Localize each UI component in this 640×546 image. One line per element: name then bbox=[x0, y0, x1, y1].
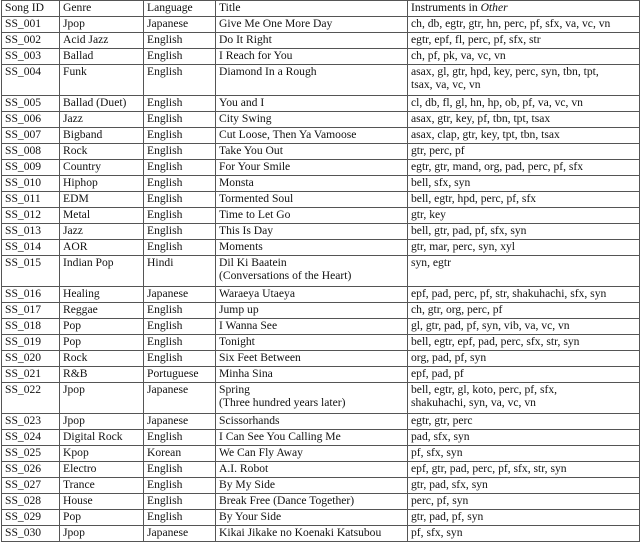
title-line: You and I bbox=[219, 96, 265, 109]
cell-language: English bbox=[144, 494, 216, 510]
cell-language: Japanese bbox=[144, 287, 216, 303]
title-line: Kikai Jikake no Koenaki Katsubou bbox=[219, 526, 382, 539]
cell-song-id: SS_017 bbox=[2, 303, 60, 319]
cell-instruments bbox=[408, 335, 640, 351]
header-instruments bbox=[408, 1, 640, 17]
cell-song-id: SS_006 bbox=[2, 112, 60, 128]
cell-title bbox=[216, 240, 408, 256]
title-line: Tormented Soul bbox=[219, 192, 294, 205]
cell-instruments bbox=[408, 160, 640, 176]
header-title: Title bbox=[216, 1, 408, 17]
cell-genre: Kpop bbox=[60, 446, 144, 462]
cell-title bbox=[216, 17, 408, 33]
cell-instruments bbox=[408, 224, 640, 240]
title-line: A.I. Robot bbox=[219, 462, 269, 475]
cell-title bbox=[216, 256, 408, 287]
instruments-line: bell, egtr, epf, pad, perc, sfx, str, syn bbox=[411, 335, 580, 348]
cell-language: English bbox=[144, 49, 216, 65]
instruments-line: gtr, pad, pf, syn bbox=[411, 510, 484, 523]
cell-language: English bbox=[144, 303, 216, 319]
instruments-line: ch, pf, pk, va, vc, vn bbox=[411, 49, 506, 62]
cell-song-id: SS_027 bbox=[2, 478, 60, 494]
title-line: For Your Smile bbox=[219, 160, 291, 173]
cell-language: English bbox=[144, 192, 216, 208]
cell-genre: Healing bbox=[60, 287, 144, 303]
cell-song-id: SS_011 bbox=[2, 192, 60, 208]
table-row bbox=[2, 319, 640, 335]
cell-song-id: SS_022 bbox=[2, 383, 60, 414]
cell-genre: Pop bbox=[60, 319, 144, 335]
cell-song-id: SS_029 bbox=[2, 510, 60, 526]
cell-genre: Pop bbox=[60, 510, 144, 526]
cell-genre: Indian Pop bbox=[60, 256, 144, 287]
cell-language: English bbox=[144, 462, 216, 478]
table-row bbox=[2, 128, 640, 144]
cell-genre: EDM bbox=[60, 192, 144, 208]
title-line: We Can Fly Away bbox=[219, 446, 303, 459]
cell-language: Hindi bbox=[144, 256, 216, 287]
cell-song-id: SS_004 bbox=[2, 65, 60, 96]
header-genre: Genre bbox=[60, 1, 144, 17]
cell-song-id: SS_003 bbox=[2, 49, 60, 65]
cell-song-id: SS_025 bbox=[2, 446, 60, 462]
cell-song-id: SS_012 bbox=[2, 208, 60, 224]
table-row bbox=[2, 526, 640, 542]
cell-genre: Hiphop bbox=[60, 176, 144, 192]
cell-genre: Funk bbox=[60, 65, 144, 96]
cell-language: English bbox=[144, 224, 216, 240]
cell-song-id: SS_009 bbox=[2, 160, 60, 176]
cell-title bbox=[216, 319, 408, 335]
header-instruments-prefix: Instruments in bbox=[411, 1, 481, 14]
cell-instruments bbox=[408, 526, 640, 542]
cell-title bbox=[216, 160, 408, 176]
cell-song-id: SS_005 bbox=[2, 96, 60, 112]
cell-genre: Electro bbox=[60, 462, 144, 478]
cell-title bbox=[216, 224, 408, 240]
cell-title bbox=[216, 430, 408, 446]
title-line: Do It Right bbox=[219, 33, 272, 46]
table-body bbox=[2, 17, 640, 542]
cell-language: Japanese bbox=[144, 17, 216, 33]
cell-genre: Rock bbox=[60, 144, 144, 160]
table-row bbox=[2, 96, 640, 112]
instruments-line: asax, gtr, key, pf, tbn, tpt, tsax bbox=[411, 112, 551, 125]
instruments-line: shakuhachi, syn, va, vc, vn bbox=[411, 396, 536, 409]
table-row bbox=[2, 192, 640, 208]
cell-title bbox=[216, 128, 408, 144]
table-row bbox=[2, 494, 640, 510]
title-line: Jump up bbox=[219, 303, 259, 316]
cell-instruments bbox=[408, 351, 640, 367]
cell-language: English bbox=[144, 144, 216, 160]
table-row bbox=[2, 256, 640, 287]
title-line: Waraeya Utaeya bbox=[219, 287, 295, 300]
table-row bbox=[2, 224, 640, 240]
title-line: I Can See You Calling Me bbox=[219, 430, 341, 443]
cell-title bbox=[216, 303, 408, 319]
instruments-line: org, pad, pf, syn bbox=[411, 351, 487, 364]
title-line: Take You Out bbox=[219, 144, 283, 157]
instruments-line: pf, sfx, syn bbox=[411, 446, 463, 459]
title-line: I Reach for You bbox=[219, 49, 293, 62]
title-line: Diamond In a Rough bbox=[219, 65, 317, 78]
instruments-line: cl, db, fl, gl, hn, hp, ob, pf, va, vc, vn bbox=[411, 96, 583, 109]
title-line: Break Free (Dance Together) bbox=[219, 494, 355, 507]
cell-instruments bbox=[408, 303, 640, 319]
header-song-id: Song ID bbox=[2, 1, 60, 17]
cell-language: English bbox=[144, 240, 216, 256]
instruments-line: syn, egtr bbox=[411, 256, 451, 269]
cell-title bbox=[216, 65, 408, 96]
cell-genre: Jpop bbox=[60, 526, 144, 542]
cell-genre: Jazz bbox=[60, 224, 144, 240]
cell-language: English bbox=[144, 478, 216, 494]
cell-language: Portuguese bbox=[144, 367, 216, 383]
cell-language: English bbox=[144, 510, 216, 526]
cell-instruments bbox=[408, 510, 640, 526]
cell-language: English bbox=[144, 65, 216, 96]
header-instruments-emphasis: Other bbox=[480, 1, 508, 14]
table-row bbox=[2, 462, 640, 478]
cell-title bbox=[216, 462, 408, 478]
cell-song-id: SS_014 bbox=[2, 240, 60, 256]
cell-instruments bbox=[408, 462, 640, 478]
cell-song-id: SS_028 bbox=[2, 494, 60, 510]
instruments-line: bell, sfx, syn bbox=[411, 176, 471, 189]
table-row bbox=[2, 446, 640, 462]
cell-language: Japanese bbox=[144, 383, 216, 414]
cell-instruments bbox=[408, 478, 640, 494]
cell-genre: Rock bbox=[60, 351, 144, 367]
cell-title bbox=[216, 335, 408, 351]
instruments-line: epf, pad, perc, pf, str, shakuhachi, sfx, syn bbox=[411, 287, 607, 300]
cell-song-id: SS_015 bbox=[2, 256, 60, 287]
cell-genre: Trance bbox=[60, 478, 144, 494]
cell-genre: Pop bbox=[60, 335, 144, 351]
cell-language: English bbox=[144, 351, 216, 367]
cell-title bbox=[216, 446, 408, 462]
title-line: Time to Let Go bbox=[219, 208, 291, 221]
cell-song-id: SS_013 bbox=[2, 224, 60, 240]
cell-genre: Jpop bbox=[60, 17, 144, 33]
cell-title bbox=[216, 414, 408, 430]
cell-title bbox=[216, 287, 408, 303]
cell-genre: Ballad (Duet) bbox=[60, 96, 144, 112]
table-row bbox=[2, 33, 640, 49]
cell-song-id: SS_007 bbox=[2, 128, 60, 144]
cell-genre: R&B bbox=[60, 367, 144, 383]
cell-instruments bbox=[408, 367, 640, 383]
cell-language: English bbox=[144, 208, 216, 224]
cell-instruments bbox=[408, 33, 640, 49]
instruments-line: gtr, pad, sfx, syn bbox=[411, 478, 488, 491]
cell-song-id: SS_008 bbox=[2, 144, 60, 160]
instruments-line: bell, egtr, hpd, perc, pf, sfx bbox=[411, 192, 537, 205]
cell-song-id: SS_010 bbox=[2, 176, 60, 192]
cell-language: English bbox=[144, 160, 216, 176]
cell-genre: Reggae bbox=[60, 303, 144, 319]
cell-genre: Jpop bbox=[60, 383, 144, 414]
cell-genre: Jazz bbox=[60, 112, 144, 128]
cell-language: English bbox=[144, 319, 216, 335]
cell-instruments bbox=[408, 49, 640, 65]
table-row bbox=[2, 510, 640, 526]
cell-genre: Metal bbox=[60, 208, 144, 224]
cell-instruments bbox=[408, 414, 640, 430]
title-line: Dil Ki Baatein bbox=[219, 256, 287, 269]
cell-title bbox=[216, 33, 408, 49]
instruments-line: perc, pf, syn bbox=[411, 494, 469, 507]
instruments-line: tsax, va, vc, vn bbox=[411, 78, 481, 91]
instruments-line: gtr, key bbox=[411, 208, 446, 221]
cell-title bbox=[216, 367, 408, 383]
cell-genre: AOR bbox=[60, 240, 144, 256]
cell-language: English bbox=[144, 96, 216, 112]
title-line: Spring bbox=[219, 383, 250, 396]
table-row bbox=[2, 208, 640, 224]
song-table bbox=[1, 0, 640, 542]
cell-instruments bbox=[408, 112, 640, 128]
cell-song-id: SS_020 bbox=[2, 351, 60, 367]
cell-language: English bbox=[144, 430, 216, 446]
cell-language: English bbox=[144, 128, 216, 144]
table-row bbox=[2, 240, 640, 256]
cell-language: Korean bbox=[144, 446, 216, 462]
cell-title bbox=[216, 144, 408, 160]
cell-title bbox=[216, 112, 408, 128]
title-line: Minha Sina bbox=[219, 367, 273, 380]
title-line: Tonight bbox=[219, 335, 255, 348]
title-line: Monsta bbox=[219, 176, 254, 189]
table-row bbox=[2, 287, 640, 303]
cell-language: English bbox=[144, 176, 216, 192]
cell-instruments bbox=[408, 192, 640, 208]
cell-genre: Acid Jazz bbox=[60, 33, 144, 49]
title-line: Moments bbox=[219, 240, 263, 253]
cell-genre: House bbox=[60, 494, 144, 510]
cell-instruments bbox=[408, 208, 640, 224]
table-row bbox=[2, 17, 640, 33]
cell-language: Japanese bbox=[144, 526, 216, 542]
cell-language: English bbox=[144, 335, 216, 351]
table-row bbox=[2, 383, 640, 414]
cell-song-id: SS_019 bbox=[2, 335, 60, 351]
instruments-line: gl, gtr, pad, pf, syn, vib, va, vc, vn bbox=[411, 319, 570, 332]
cell-instruments bbox=[408, 17, 640, 33]
cell-genre: Digital Rock bbox=[60, 430, 144, 446]
song-table-container bbox=[1, 0, 639, 542]
instruments-line: egtr, gtr, mand, org, pad, perc, pf, sfx bbox=[411, 160, 584, 173]
cell-title bbox=[216, 208, 408, 224]
cell-instruments bbox=[408, 128, 640, 144]
cell-instruments bbox=[408, 446, 640, 462]
cell-song-id: SS_026 bbox=[2, 462, 60, 478]
cell-title bbox=[216, 49, 408, 65]
instruments-line: ch, db, egtr, gtr, hn, perc, pf, sfx, va, vc, vn bbox=[411, 17, 611, 30]
instruments-line: bell, egtr, gl, koto, perc, pf, sfx, bbox=[411, 383, 558, 396]
cell-genre: Jpop bbox=[60, 414, 144, 430]
title-line: By My Side bbox=[219, 478, 276, 491]
title-line: City Swing bbox=[219, 112, 272, 125]
cell-song-id: SS_001 bbox=[2, 17, 60, 33]
header-row bbox=[2, 1, 640, 17]
table-row bbox=[2, 176, 640, 192]
cell-instruments bbox=[408, 430, 640, 446]
instruments-line: bell, gtr, pad, pf, sfx, syn bbox=[411, 224, 527, 237]
cell-instruments bbox=[408, 319, 640, 335]
table-row bbox=[2, 367, 640, 383]
cell-song-id: SS_024 bbox=[2, 430, 60, 446]
cell-title bbox=[216, 96, 408, 112]
table-row bbox=[2, 303, 640, 319]
cell-language: English bbox=[144, 33, 216, 49]
instruments-line: egtr, gtr, perc bbox=[411, 414, 473, 427]
table-row bbox=[2, 351, 640, 367]
cell-genre: Country bbox=[60, 160, 144, 176]
cell-song-id: SS_002 bbox=[2, 33, 60, 49]
title-line: (Conversations of the Heart) bbox=[219, 269, 352, 282]
cell-instruments bbox=[408, 65, 640, 96]
cell-language: Japanese bbox=[144, 414, 216, 430]
cell-instruments bbox=[408, 144, 640, 160]
cell-title bbox=[216, 192, 408, 208]
instruments-line: pf, sfx, syn bbox=[411, 526, 463, 539]
table-row bbox=[2, 430, 640, 446]
title-line: This Is Day bbox=[219, 224, 274, 237]
cell-instruments bbox=[408, 96, 640, 112]
cell-song-id: SS_018 bbox=[2, 319, 60, 335]
cell-instruments bbox=[408, 176, 640, 192]
instruments-line: ch, gtr, org, perc, pf bbox=[411, 303, 503, 316]
cell-song-id: SS_016 bbox=[2, 287, 60, 303]
table-row bbox=[2, 335, 640, 351]
cell-title bbox=[216, 478, 408, 494]
table-row bbox=[2, 49, 640, 65]
table-row bbox=[2, 414, 640, 430]
table-row bbox=[2, 478, 640, 494]
cell-title bbox=[216, 510, 408, 526]
table-row bbox=[2, 160, 640, 176]
cell-song-id: SS_023 bbox=[2, 414, 60, 430]
cell-song-id: SS_021 bbox=[2, 367, 60, 383]
title-line: Give Me One More Day bbox=[219, 17, 333, 30]
instruments-line: epf, pad, pf bbox=[411, 367, 464, 380]
title-line: (Three hundred years later) bbox=[219, 396, 346, 409]
cell-title bbox=[216, 494, 408, 510]
cell-instruments bbox=[408, 256, 640, 287]
cell-instruments bbox=[408, 383, 640, 414]
instruments-line: pad, sfx, syn bbox=[411, 430, 470, 443]
cell-title bbox=[216, 383, 408, 414]
cell-instruments bbox=[408, 240, 640, 256]
table-row bbox=[2, 65, 640, 96]
instruments-line: gtr, perc, pf bbox=[411, 144, 465, 157]
cell-instruments bbox=[408, 287, 640, 303]
title-line: Cut Loose, Then Ya Vamoose bbox=[219, 128, 357, 141]
cell-title bbox=[216, 176, 408, 192]
cell-genre: Bigband bbox=[60, 128, 144, 144]
cell-instruments bbox=[408, 494, 640, 510]
cell-song-id: SS_030 bbox=[2, 526, 60, 542]
title-line: Scissorhands bbox=[219, 414, 280, 427]
instruments-line: egtr, epf, fl, perc, pf, sfx, str bbox=[411, 33, 541, 46]
title-line: Six Feet Between bbox=[219, 351, 301, 364]
instruments-line: asax, gl, gtr, hpd, key, perc, syn, tbn, tpt, bbox=[411, 65, 599, 78]
cell-title bbox=[216, 351, 408, 367]
header-language: Language bbox=[144, 1, 216, 17]
table-row bbox=[2, 144, 640, 160]
table-row bbox=[2, 112, 640, 128]
cell-genre: Ballad bbox=[60, 49, 144, 65]
instruments-line: gtr, mar, perc, syn, xyl bbox=[411, 240, 516, 253]
instruments-line: asax, clap, gtr, key, tpt, tbn, tsax bbox=[411, 128, 560, 141]
cell-title bbox=[216, 526, 408, 542]
instruments-line: epf, gtr, pad, perc, pf, sfx, str, syn bbox=[411, 462, 567, 475]
title-line: I Wanna See bbox=[219, 319, 278, 332]
title-line: By Your Side bbox=[219, 510, 282, 523]
cell-language: English bbox=[144, 112, 216, 128]
